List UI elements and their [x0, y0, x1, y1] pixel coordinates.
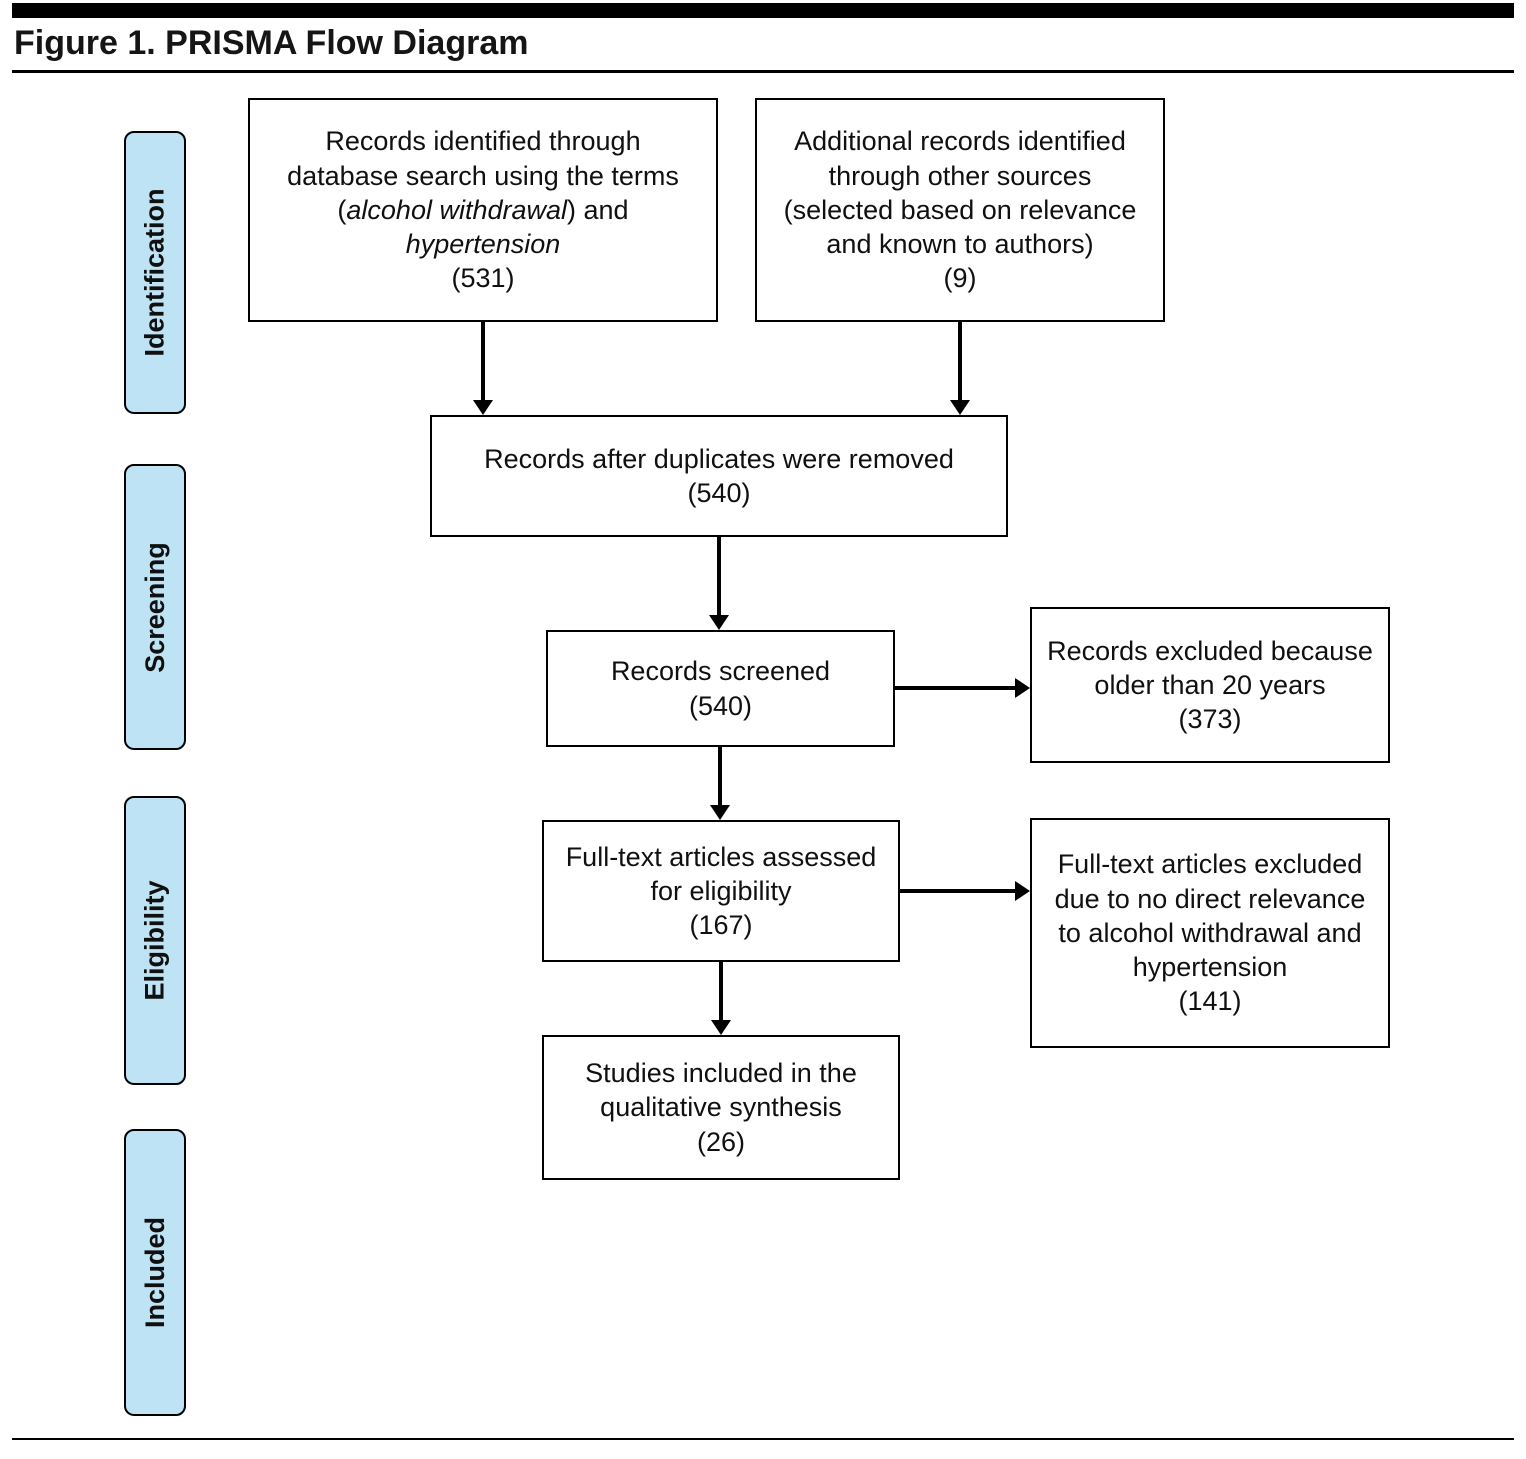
box-count: (373): [1178, 704, 1242, 735]
text-segment: database search using the terms: [287, 160, 679, 191]
box-text-line: to alcohol withdrawal and: [1058, 917, 1362, 948]
arrow-shaft: [895, 686, 1017, 690]
box-fulltext-assessed: [542, 820, 900, 962]
arrow-head: [711, 1020, 731, 1035]
box-studies-included: [542, 1035, 900, 1180]
box-count: (26): [696, 1126, 745, 1157]
box-count: (9): [943, 263, 977, 294]
text-segment-italic: hypertension: [405, 229, 561, 260]
box-text-line: [325, 124, 640, 158]
box-records-screened: [546, 630, 895, 747]
box-text-line: [287, 159, 679, 193]
stage-label: Included: [139, 1216, 170, 1329]
arrow-shaft: [900, 889, 1017, 893]
box-records-identified: [248, 98, 718, 322]
box-text-line: [337, 193, 628, 227]
arrow-shaft: [958, 322, 962, 402]
arrow-head: [1015, 881, 1030, 901]
box-text-line: hypertension: [1132, 952, 1288, 983]
stage-label: Eligibility: [139, 880, 170, 1001]
arrow-duplicates-to-screened: [708, 537, 730, 630]
arrow-head: [473, 400, 493, 415]
box-records-excluded: [1030, 607, 1390, 763]
text-segment: (: [337, 194, 347, 225]
box-text-line: through other sources: [828, 160, 1092, 191]
box-fulltext-excluded: [1030, 818, 1390, 1048]
arrow-identified-to-duplicates: [472, 322, 494, 415]
arrow-shaft: [481, 322, 485, 402]
box-text-line: (selected based on relevance: [783, 194, 1137, 225]
stage-label: Identification: [139, 188, 170, 357]
arrow-head: [1015, 678, 1030, 698]
box-count: (531): [451, 263, 515, 294]
box-count: (540): [688, 690, 753, 721]
box-text-line: Records screened: [610, 656, 831, 687]
arrow-head: [709, 615, 729, 630]
box-text-line: and known to authors): [826, 229, 1094, 260]
box-text-line: qualitative synthesis: [600, 1092, 842, 1123]
stage-label: Screening: [139, 541, 170, 673]
stage-screening: [124, 464, 186, 750]
title-underline-rule: [12, 70, 1514, 73]
arrow-screened-to-excluded: [895, 677, 1030, 699]
arrow-head: [710, 805, 730, 820]
box-count: (540): [687, 478, 751, 508]
arrow-fulltext-to-excluded: [900, 880, 1030, 902]
box-count: (141): [1178, 986, 1242, 1017]
stage-identification: [124, 131, 186, 414]
text-segment: Records identified through: [325, 126, 641, 157]
box-text-line: older than 20 years: [1094, 669, 1326, 700]
box-text-line: Full-text articles excluded: [1057, 849, 1363, 880]
box-text-line: Records excluded because: [1047, 635, 1373, 666]
arrow-shaft: [718, 747, 722, 807]
box-text-line: for eligibility: [650, 875, 792, 906]
box-text-line: [406, 227, 561, 261]
top-bar-rule: [12, 3, 1514, 18]
figure-title: Figure 1. PRISMA Flow Diagram: [14, 24, 529, 62]
arrow-fulltext-to-included: [710, 962, 732, 1035]
text-segment: ) and: [567, 194, 629, 225]
box-count: (167): [689, 910, 753, 941]
bottom-rule: [12, 1438, 1514, 1440]
arrow-screened-to-fulltext: [709, 747, 731, 820]
box-text-line: Studies included in the: [585, 1058, 857, 1089]
box-duplicates-removed: [430, 415, 1008, 537]
arrow-shaft: [719, 962, 723, 1022]
text-segment-italic: alcohol withdrawal: [346, 194, 568, 225]
arrow-additional-to-duplicates: [949, 322, 971, 415]
box-text-line: Additional records identified: [794, 126, 1126, 157]
stage-eligibility: [124, 796, 186, 1085]
arrow-head: [950, 400, 970, 415]
box-text-line: due to no direct relevance: [1054, 883, 1366, 914]
box-additional-records: [755, 98, 1165, 322]
stage-included: [124, 1129, 186, 1416]
box-text-line: Full-text articles assessed: [565, 841, 877, 872]
box-text-line: Records after duplicates were removed: [484, 443, 954, 474]
arrow-shaft: [717, 537, 721, 617]
